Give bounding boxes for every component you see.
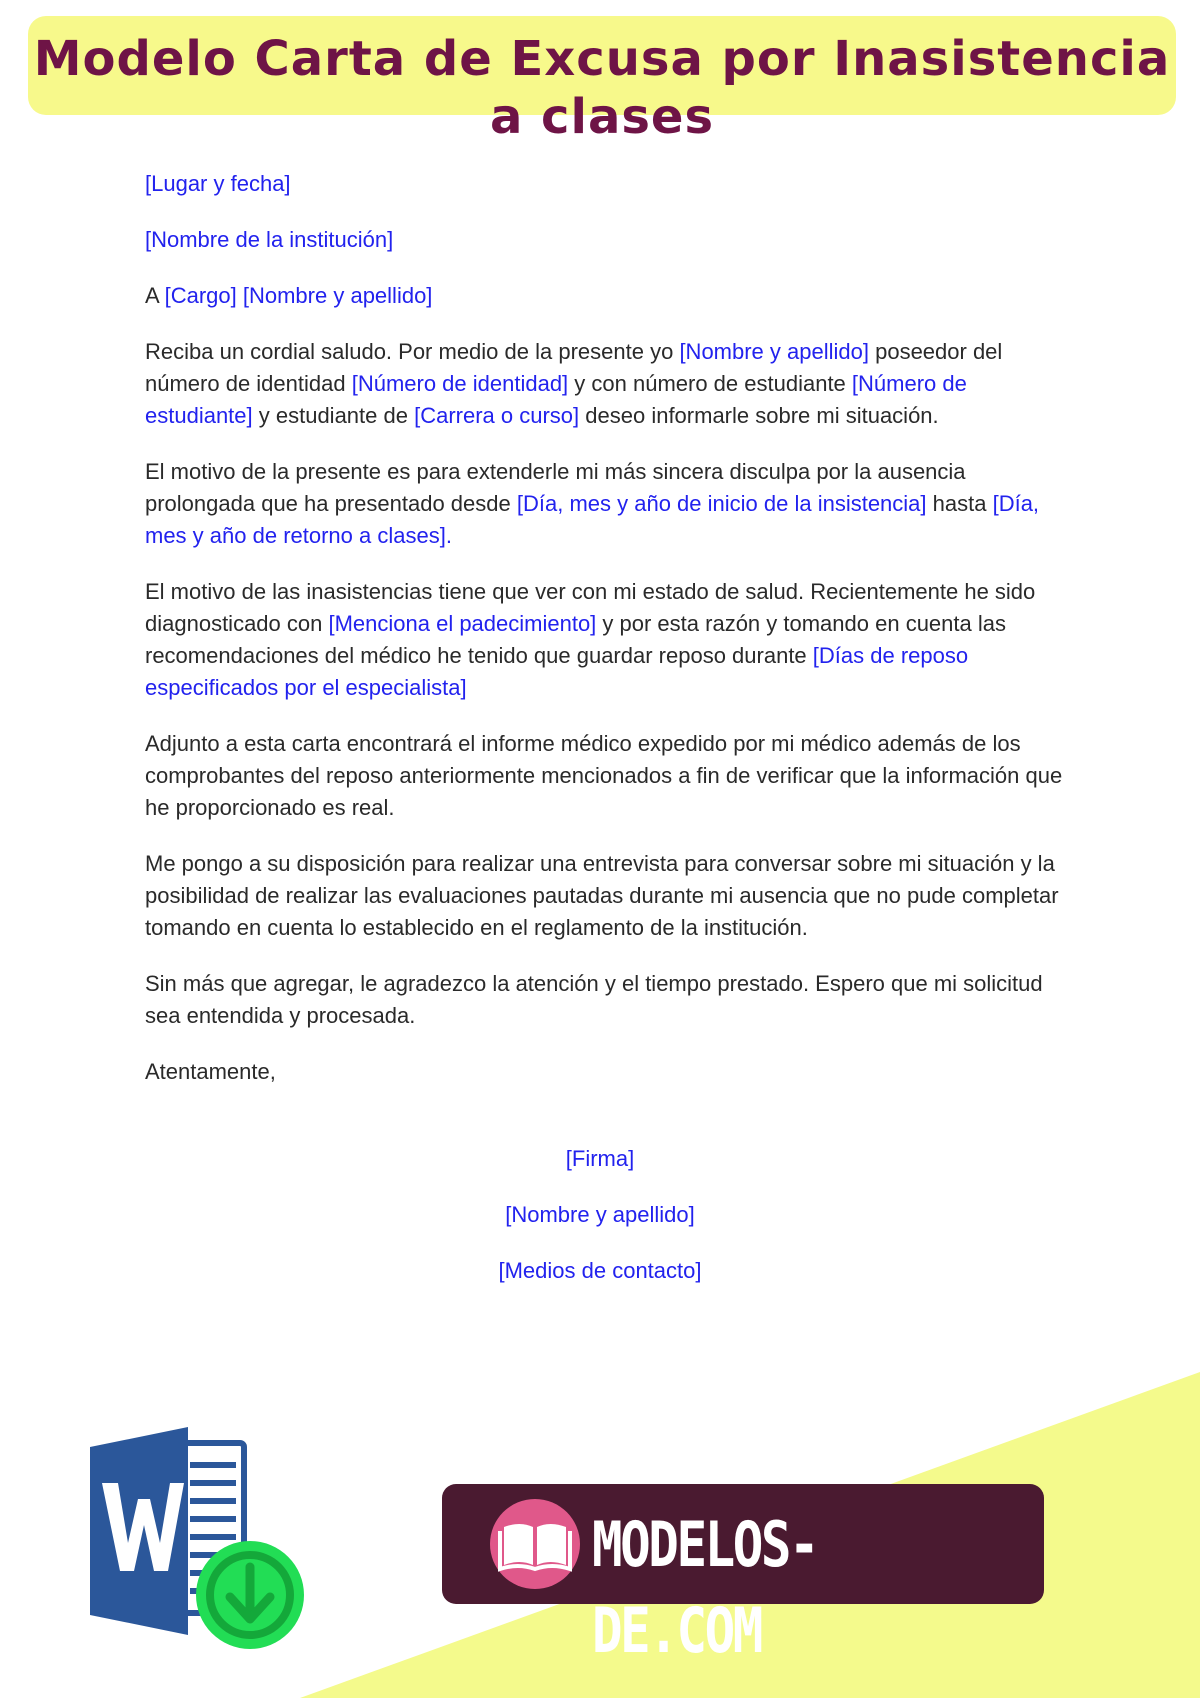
place-date: [Lugar y fecha] [145, 171, 291, 196]
signature-contact: [Medios de contacto] [498, 1258, 702, 1283]
institution-name: [Nombre de la institución] [145, 227, 394, 252]
paragraph-availability: Me pongo a su disposición para realizar una entrevista para conversar sobre mi situación y la posibilidad de realizar las evaluaciones pautadas durante mi ausencia que no pude completar tomando en cuenta lo establecido en el reglamento de la institución. [145, 851, 1059, 940]
letter-body [145, 168, 1065, 1112]
paragraph-closing: Sin más que agregar, le agradezco la atención y el tiempo prestado. Espero que mi solicitud sea entendida y procesada. [145, 971, 1043, 1028]
signature-name: [Nombre y apellido] [505, 1202, 695, 1227]
brand-text: MODELOS-DE.COM [592, 1508, 818, 1667]
brand-logo-circle [490, 1499, 580, 1589]
open-book-icon [490, 1499, 580, 1589]
paragraph-introduction: Reciba un cordial saludo. Por medio de la presente yo [Nombre y apellido] poseedor del número de identidad [Número de identidad] y con número de estudiante [Número de estudiante] y estudiante de [Carrera o curso] deseo informarle sobre mi situación. [145, 339, 1003, 428]
closing-salutation: Atentamente, [145, 1059, 276, 1084]
word-document-download-icon[interactable] [90, 1425, 310, 1655]
paragraph-attachment: Adjunto a esta carta encontrará el informe médico expedido por mi médico además de los comprobantes del reposo anteriormente mencionados a fin de verificar que la información que he proporcionado es real. [145, 731, 1063, 820]
recipient: A [Cargo] [Nombre y apellido] [145, 283, 433, 308]
signature-firma: [Firma] [565, 1146, 635, 1171]
paragraph-apology: El motivo de la presente es para extenderle mi más sincera disculpa por la ausencia prolongada que ha presentado desde [Día, mes y año de inicio de la insistencia] hasta [Día, mes y año de retorno a clases]. [145, 459, 1040, 548]
paragraph-health: El motivo de las inasistencias tiene que ver con mi estado de salud. Recientemente he sido diagnosticado con [Menciona el padecimiento] y por esta razón y tomando en cuenta las recomendaciones del médico he tenido que guardar reposo durante [Días de reposo especificados por el especialista] [145, 579, 1036, 700]
brand-banner[interactable] [442, 1484, 1044, 1667]
page-title: Modelo Carta de Excusa por Inasistencia a clases [33, 31, 1171, 145]
